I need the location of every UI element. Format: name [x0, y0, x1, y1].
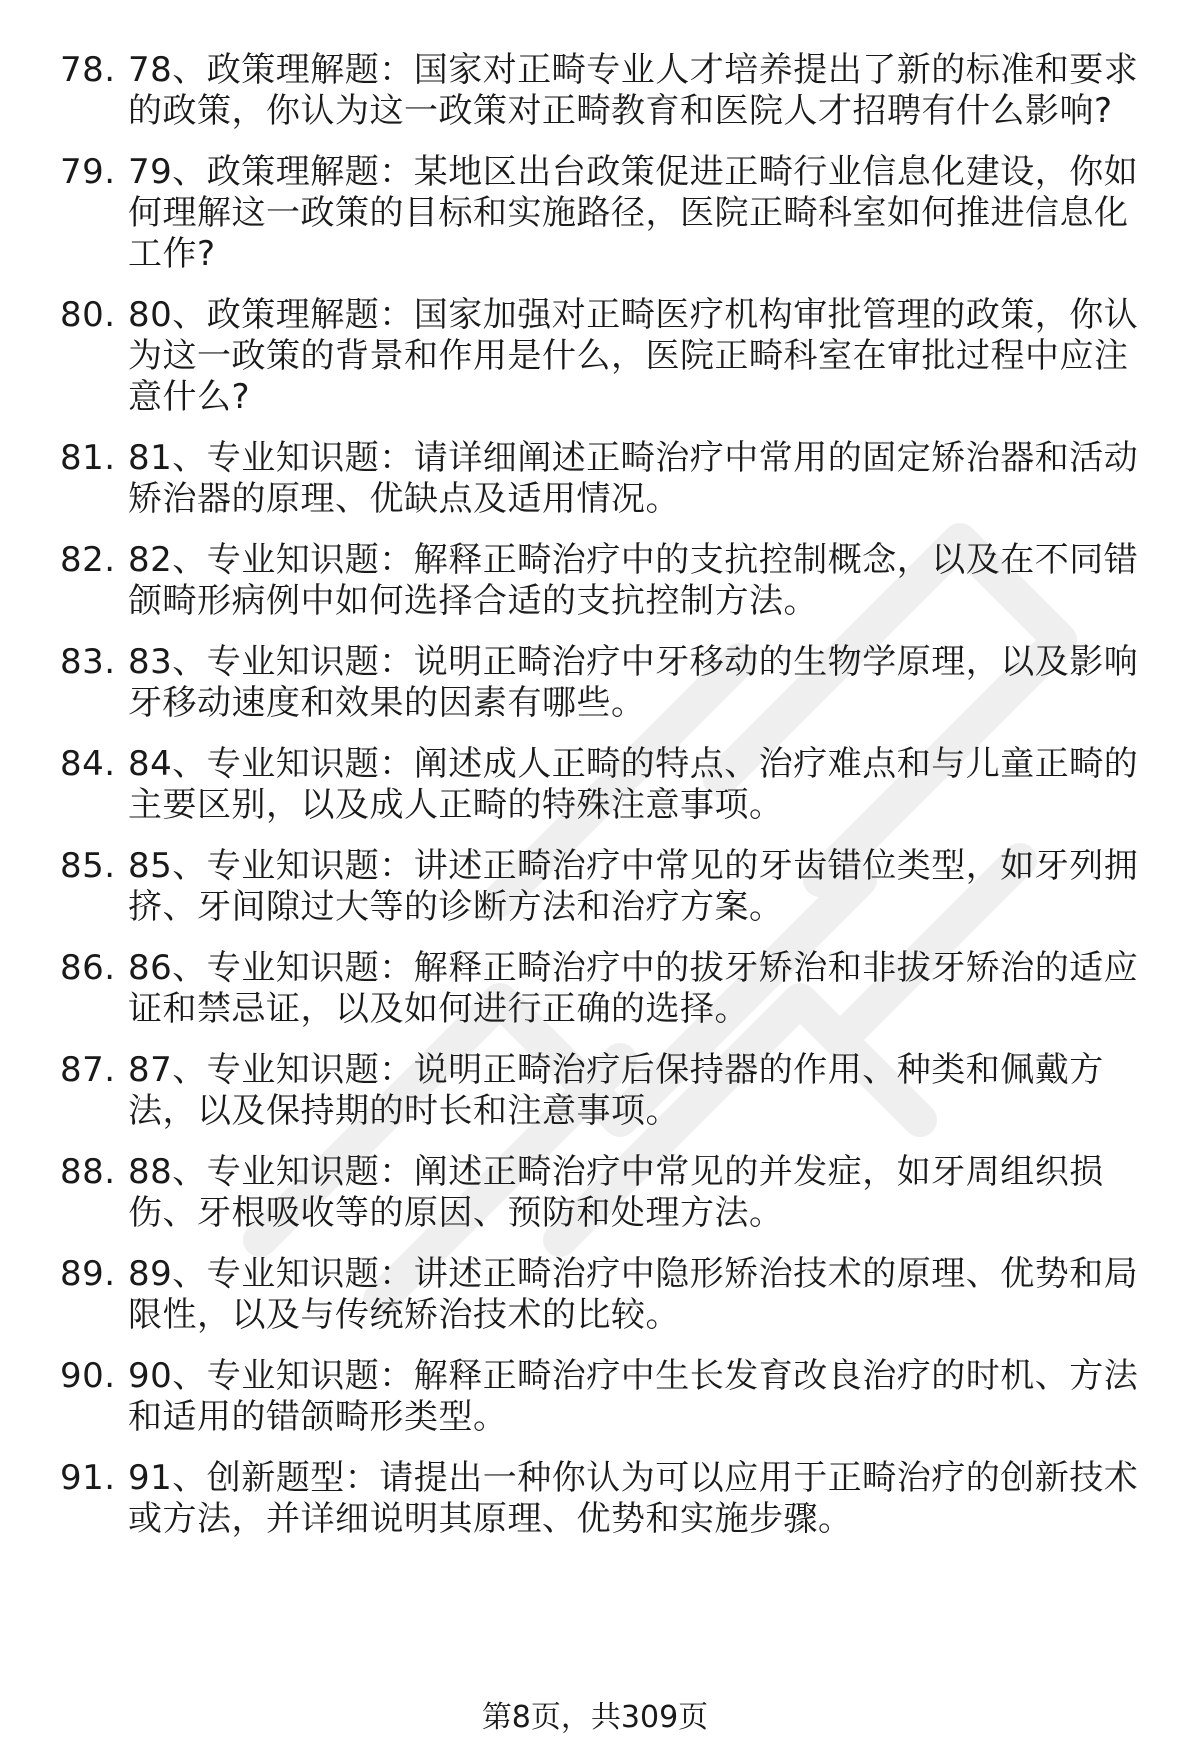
question-item-81: [60, 438, 1160, 520]
question-item-89: [60, 1254, 1160, 1336]
question-number: 90.: [60, 1356, 116, 1396]
question-item-88: [60, 1152, 1160, 1234]
page-footer: [0, 1700, 1190, 1736]
question-number: 83.: [60, 642, 116, 682]
question-text: 85、专业知识题：讲述正畸治疗中常见的牙齿错位类型，如牙列拥挤、牙间隙过大等的诊断方法和治疗方案。: [128, 846, 1139, 927]
question-item-78: [60, 50, 1160, 132]
question-number: 81.: [60, 438, 116, 478]
question-text: 84、专业知识题：阐述成人正畸的特点、治疗难点和与儿童正畸的主要区别，以及成人正畸的特殊注意事项。: [128, 744, 1139, 825]
question-text: 79、政策理解题：某地区出台政策促进正畸行业信息化建设，你如何理解这一政策的目标和实施路径，医院正畸科室如何推进信息化工作?: [128, 152, 1139, 274]
question-item-87: [60, 1050, 1160, 1132]
question-text: 90、专业知识题：解释正畸治疗中生长发育改良治疗的时机、方法和适用的错颌畸形类型。: [128, 1356, 1139, 1437]
question-text: 80、政策理解题：国家加强对正畸医疗机构审批管理的政策，你认为这一政策的背景和作用是什么，医院正畸科室在审批过程中应注意什么?: [128, 295, 1139, 417]
question-text: 87、专业知识题：说明正畸治疗后保持器的作用、种类和佩戴方法，以及保持期的时长和注意事项。: [128, 1050, 1104, 1131]
question-number: 82.: [60, 540, 116, 580]
question-text: 86、专业知识题：解释正畸治疗中的拔牙矫治和非拔牙矫治的适应证和禁忌证，以及如何进行正确的选择。: [128, 948, 1139, 1029]
question-number: 80.: [60, 295, 116, 335]
question-item-80: [60, 295, 1160, 418]
question-number: 86.: [60, 948, 116, 988]
question-number: 79.: [60, 152, 116, 192]
question-item-90: [60, 1356, 1160, 1438]
question-number: 88.: [60, 1152, 116, 1192]
question-text: 82、专业知识题：解释正畸治疗中的支抗控制概念，以及在不同错颌畸形病例中如何选择合适的支抗控制方法。: [128, 540, 1139, 621]
question-item-83: [60, 642, 1160, 724]
question-item-86: [60, 948, 1160, 1030]
question-number: 84.: [60, 744, 116, 784]
question-text: 91、创新题型：请提出一种你认为可以应用于正畸治疗的创新技术或方法，并详细说明其原理、优势和实施步骤。: [128, 1458, 1139, 1539]
question-item-85: [60, 846, 1160, 928]
question-text: 83、专业知识题：说明正畸治疗中牙移动的生物学原理，以及影响牙移动速度和效果的因素有哪些。: [128, 642, 1139, 723]
question-text: 78、政策理解题：国家对正畸专业人才培养提出了新的标准和要求的政策，你认为这一政策对正畸教育和医院人才招聘有什么影响?: [128, 50, 1139, 131]
question-text: 88、专业知识题：阐述正畸治疗中常见的并发症，如牙周组织损伤、牙根吸收等的原因、预防和处理方法。: [128, 1152, 1104, 1233]
question-list: [60, 50, 1160, 1560]
question-item-82: [60, 540, 1160, 622]
question-number: 87.: [60, 1050, 116, 1090]
question-item-79: [60, 152, 1160, 275]
page-number-label: 第8页，共309页: [481, 1700, 709, 1735]
question-number: 85.: [60, 846, 116, 886]
question-number: 78.: [60, 50, 116, 90]
question-text: 81、专业知识题：请详细阐述正畸治疗中常用的固定矫治器和活动矫治器的原理、优缺点及适用情况。: [128, 438, 1139, 519]
question-number: 89.: [60, 1254, 116, 1294]
question-text: 89、专业知识题：讲述正畸治疗中隐形矫治技术的原理、优势和局限性，以及与传统矫治技术的比较。: [128, 1254, 1139, 1335]
question-item-84: [60, 744, 1160, 826]
question-number: 91.: [60, 1458, 116, 1498]
question-item-91: [60, 1458, 1160, 1540]
